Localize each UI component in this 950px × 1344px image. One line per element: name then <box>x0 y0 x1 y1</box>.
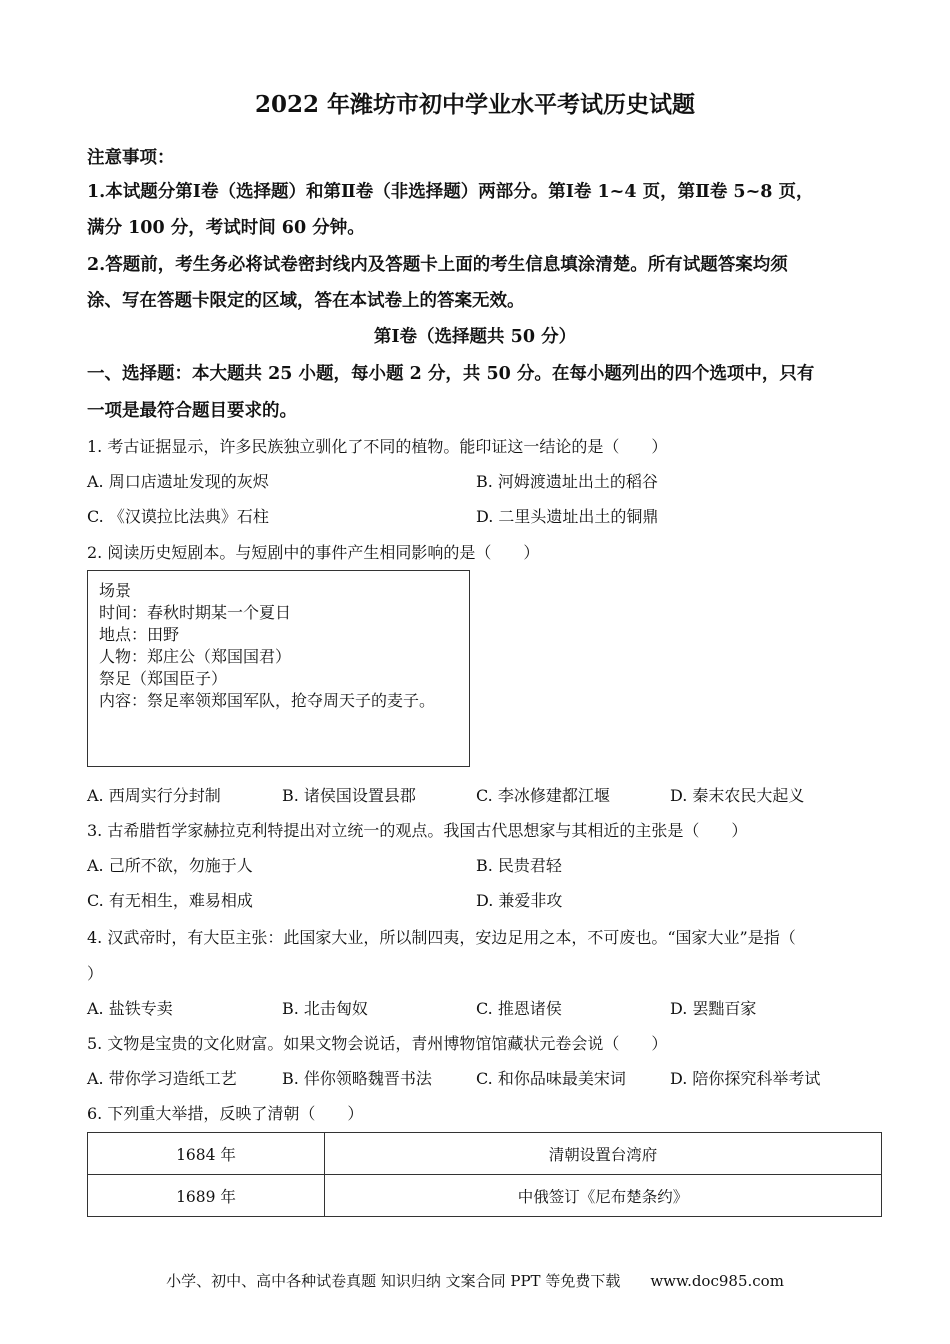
table-row <box>88 1175 882 1217</box>
question-2-stem: 2. 阅读历史短剧本。与短剧中的事件产生相同影响的是（ ） <box>87 543 540 562</box>
table-cell-event: 清朝设置台湾府 <box>325 1133 882 1175</box>
question-2-option-d: D. 秦末农民大起义 <box>670 786 805 805</box>
table-cell-year: 1684 年 <box>88 1133 325 1175</box>
question-3-option-d: D. 兼爱非攻 <box>476 891 563 910</box>
question-2-option-a: A. 西周实行分封制 <box>87 786 221 805</box>
question-6-stem: 6. 下列重大举措，反映了清朝（ ） <box>87 1104 364 1123</box>
question-3-option-c: C. 有无相生，难易相成 <box>87 891 253 910</box>
notice-item-2-line-2: 涂、写在答题卡限定的区域，答在本试卷上的答案无效。 <box>87 291 525 311</box>
question-4-stem-line-2: ） <box>87 964 104 983</box>
question-2-option-c: C. 李冰修建都江堰 <box>476 786 610 805</box>
question-4-option-a: A. 盐铁专卖 <box>87 999 173 1018</box>
question-3-stem: 3. 古希腊哲学家赫拉克利特提出对立统一的观点。我国古代思想家与其相近的主张是（ ） <box>87 821 748 840</box>
table-row <box>88 1133 882 1175</box>
question-1-stem: 1. 考古证据显示，许多民族独立驯化了不同的植物。能印证这一结论的是（ ） <box>87 437 668 456</box>
question-5-option-d: D. 陪你探究科举考试 <box>670 1069 821 1088</box>
notice-item-2-line-1: 2.答题前，考生务必将试卷密封线内及答题卡上面的考生信息填涂清楚。所有试题答案均须 <box>87 255 788 275</box>
question-5-option-a: A. 带你学习造纸工艺 <box>87 1069 237 1088</box>
question-4-option-c: C. 推恩诸侯 <box>476 999 562 1018</box>
scene-line: 内容：祭足率领郑国军队，抢夺周天子的麦子。 <box>99 691 436 710</box>
scene-line: 场景 <box>99 581 132 600</box>
question-1-option-b: B. 河姆渡遗址出土的稻谷 <box>476 472 658 491</box>
scene-line: 祭足（郑国臣子） <box>99 669 228 688</box>
scene-line: 人物：郑庄公（郑国国君） <box>99 647 292 666</box>
question-1-option-a: A. 周口店遗址发现的灰烬 <box>87 472 269 491</box>
question-5-option-b: B. 伴你领略魏晋书法 <box>282 1069 432 1088</box>
table-cell-year: 1689 年 <box>88 1175 325 1217</box>
question-1-option-d: D. 二里头遗址出土的铜鼎 <box>476 507 659 526</box>
question-2-option-b: B. 诸侯国设置县郡 <box>282 786 416 805</box>
question-3-option-a: A. 己所不欲，勿施于人 <box>87 856 253 875</box>
notice-heading: 注意事项： <box>87 148 175 168</box>
table-cell-event: 中俄签订《尼布楚条约》 <box>325 1175 882 1217</box>
scene-line: 地点：田野 <box>99 625 180 644</box>
question-6-table <box>87 1132 882 1217</box>
notice-item-1-line-1: 1.本试题分第Ⅰ卷（选择题）和第Ⅱ卷（非选择题）两部分。第Ⅰ卷 1~4 页，第Ⅱ卷 5~8 页， <box>87 182 814 202</box>
section1-instruction-line-2: 一项是最符合题目要求的。 <box>87 401 297 421</box>
scene-line: 时间：春秋时期某一个夏日 <box>99 603 292 622</box>
part1-heading: 第Ⅰ卷（选择题共 50 分） <box>373 327 577 347</box>
question-1-option-c: C. 《汉谟拉比法典》石柱 <box>87 507 269 526</box>
question-5-option-c: C. 和你品味最美宋词 <box>476 1069 626 1088</box>
section1-instruction-line-1: 一、选择题：本大题共 25 小题，每小题 2 分，共 50 分。在每小题列出的四个选项中，只有 <box>87 364 815 384</box>
question-4-option-b: B. 北击匈奴 <box>282 999 368 1018</box>
question-4-option-d: D. 罢黜百家 <box>670 999 757 1018</box>
page-footer: 小学、初中、高中各种试卷真题 知识归纳 文案合同 PPT 等免费下载 www.doc985.com <box>166 1272 784 1290</box>
notice-item-1-line-2: 满分 100 分，考试时间 60 分钟。 <box>87 218 365 238</box>
question-3-option-b: B. 民贵君轻 <box>476 856 562 875</box>
question-4-stem-line-1: 4. 汉武帝时，有大臣主张：此国家大业，所以制四夷，安边足用之本，不可废也。“国家大业”是指（ <box>87 928 796 947</box>
page-title: 2022 年潍坊市初中学业水平考试历史试题 <box>254 91 696 118</box>
question-5-stem: 5. 文物是宝贵的文化财富。如果文物会说话，青州博物馆馆藏状元卷会说（ ） <box>87 1034 668 1053</box>
scene-script-box <box>87 570 470 767</box>
